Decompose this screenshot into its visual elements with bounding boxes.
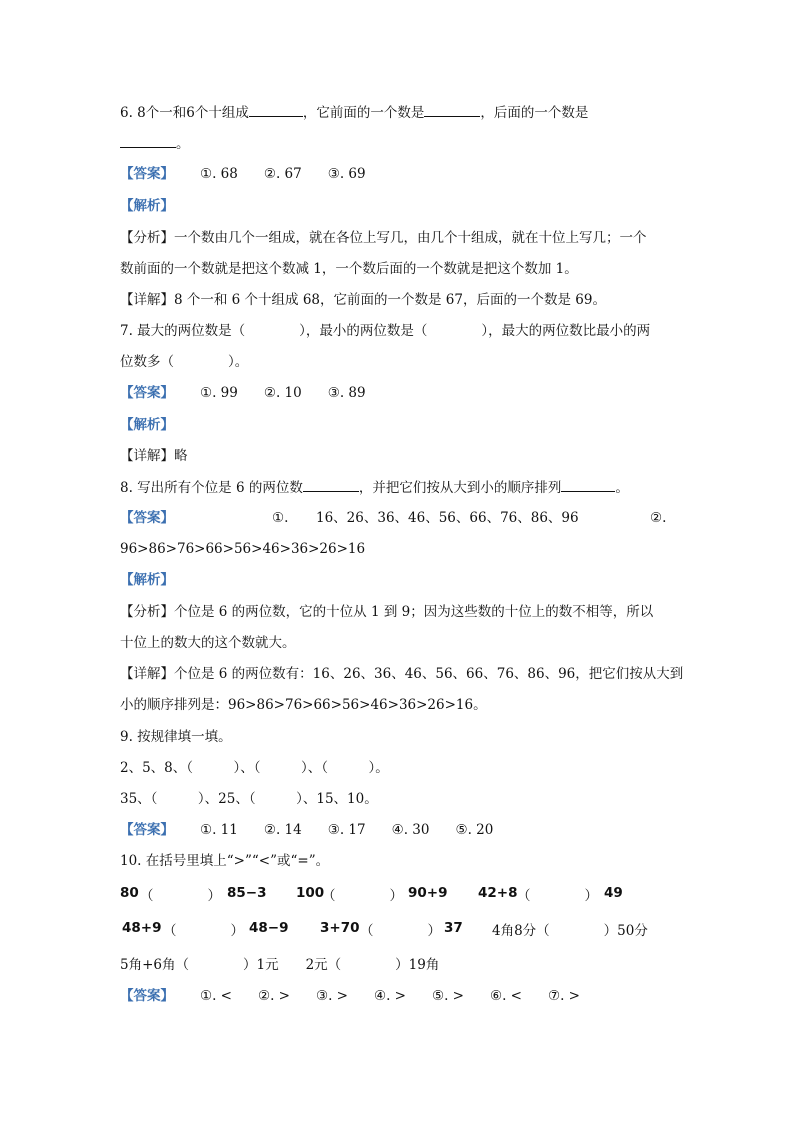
q7-answer-line [120, 383, 366, 403]
answer-item: ②. > [258, 988, 290, 1004]
q8-blank-2 [561, 477, 615, 492]
answer-item: ⑤. 20 [455, 822, 494, 838]
q6-fenxi-line1 [120, 228, 647, 248]
q10-blank: （ ） [322, 888, 403, 904]
q9-sequence-2: 35、（ ）、25、（ ）、15、10。 [120, 791, 378, 807]
q10-expr: 3+70 [320, 920, 360, 936]
answer-item: ④. 30 [391, 822, 430, 838]
q6-blank-3 [120, 133, 176, 148]
answer-item: ②. 67 [263, 166, 302, 182]
answer-tag: 【答案】 [120, 822, 174, 838]
answer-item-value: 16、26、36、46、56、66、76、86、96 [316, 510, 579, 526]
q6-fenxi-line2: 数前面的一个数就是把这个数减 1，一个数后面的一个数就是把这个数加 1。 [120, 261, 578, 277]
q6-answer-line [120, 164, 366, 184]
q6-text-end: 。 [176, 136, 190, 152]
answer-item: ①. < [200, 988, 232, 1004]
fenxi-tag: 【分析】 [120, 230, 174, 246]
analysis-tag: 【解析】 [120, 417, 174, 433]
answer-item: ⑤. > [432, 988, 464, 1004]
answer-item-label: ②. [650, 510, 667, 526]
answer-item: ①. 68 [200, 166, 238, 182]
q6-text-a: 6. 8个一和6个十组成 [120, 105, 249, 121]
analysis-tag: 【解析】 [120, 572, 174, 588]
q6-stem-line2 [120, 133, 190, 154]
q6-blank-2 [424, 102, 480, 117]
q10-expr: 42+8 [478, 885, 518, 901]
q10-expr: 48−9 [249, 920, 289, 936]
answer-item: ③. 17 [327, 822, 366, 838]
q10-expr: 80 [120, 885, 139, 901]
answer-tag: 【答案】 [120, 385, 174, 401]
q8-answer-line2: 96>86>76>66>56>46>36>26>16 [120, 541, 366, 557]
answer-item: ①. 99 [200, 385, 238, 401]
q10-expr: 4角8分（ ）50分 [492, 923, 648, 939]
q10-expr: 85−3 [227, 885, 267, 901]
q8-text-a: 8. 写出所有个位是 6 的两位数 [120, 480, 303, 496]
answer-item: ②. 10 [263, 385, 302, 401]
q9-stem: 9. 按规律填一填。 [120, 729, 232, 745]
q6-text-b: ，它前面的一个数是 [302, 105, 425, 121]
answer-item: ②. 14 [263, 822, 302, 838]
answer-tag: 【答案】 [120, 510, 174, 526]
q6-blank-1 [249, 102, 303, 117]
q8-fenxi-line2: 十位上的数大的这个数就大。 [120, 635, 296, 651]
xiangjie-tag: 【详解】 [120, 666, 174, 682]
q8-xiangjie-line1 [120, 664, 683, 684]
analysis-tag: 【解析】 [120, 198, 174, 214]
q8-text-c: 。 [615, 480, 629, 496]
q9-answer-line [120, 820, 493, 840]
q8-fenxi-line1 [120, 602, 653, 622]
q8-xiangjie-line2: 小的顺序排列是：96>86>76>66>56>46>36>26>16。 [120, 697, 487, 713]
q9-sequence-1: 2、5、8、（ ）、（ ）、（ ）。 [120, 760, 389, 776]
xiangjie-text: 略 [174, 448, 188, 464]
q10-blank: （ ） [517, 888, 598, 904]
xiangjie-text: 个位是 6 的两位数有：16、26、36、46、56、66、76、86、96，把它们按从大到 [174, 666, 684, 682]
q10-stem: 10. 在括号里填上“>”“<”或“=”。 [120, 853, 330, 869]
q10-answer-line [120, 986, 580, 1006]
q7-stem-line2: 位数多（ ）。 [120, 354, 249, 370]
q6-stem-line1 [120, 102, 588, 123]
q10-blank: （ ） [140, 888, 221, 904]
answer-tag: 【答案】 [120, 988, 174, 1004]
q10-expr: 48+9 [122, 920, 162, 936]
q10-blank: （ ） [360, 923, 441, 939]
answer-item: ④. > [374, 988, 406, 1004]
q8-stem-line1 [120, 477, 629, 498]
q10-expr: 37 [444, 920, 463, 936]
q8-text-b: ，并把它们按从大到小的顺序排列 [358, 480, 562, 496]
q10-expr: 100 [296, 885, 325, 901]
q10-row-3: 5角+6角（ ）1元 2元（ ）19角 [120, 957, 440, 973]
q8-answer-line1 [120, 508, 674, 528]
q10-blank: （ ） [163, 923, 244, 939]
xiangjie-tag: 【详解】 [120, 292, 174, 308]
q10-expr: 90+9 [408, 885, 448, 901]
answer-item-label: ①. [272, 510, 289, 526]
answer-item: ⑦. > [548, 988, 580, 1004]
answer-item: ③. > [316, 988, 348, 1004]
xiangjie-tag: 【详解】 [120, 448, 174, 464]
q8-blank-1 [303, 477, 359, 492]
answer-item: ③. 89 [327, 385, 366, 401]
q6-xiangjie-line [120, 290, 606, 310]
q10-expr: 49 [604, 885, 623, 901]
fenxi-tag: 【分析】 [120, 604, 174, 620]
xiangjie-text: 8 个一和 6 个十组成 68，它前面的一个数是 67，后面的一个数是 69。 [174, 292, 606, 308]
q7-xiangjie-line [120, 446, 188, 466]
q6-text-c: ，后面的一个数是 [480, 105, 589, 121]
fenxi-text: 一个数由几个一组成，就在各位上写几，由几个十组成，就在十位上写几；一个 [174, 230, 647, 246]
answer-item: ③. 69 [327, 166, 366, 182]
fenxi-text: 个位是 6 的两位数，它的十位从 1 到 9；因为这些数的十位上的数不相等，所以 [174, 604, 654, 620]
answer-item: ①. 11 [200, 822, 238, 838]
answer-item: ⑥. < [490, 988, 522, 1004]
q7-stem-line1: 7. 最大的两位数是（ ），最小的两位数是（ ），最大的两位数比最小的两 [120, 323, 651, 339]
answer-tag: 【答案】 [120, 166, 174, 182]
